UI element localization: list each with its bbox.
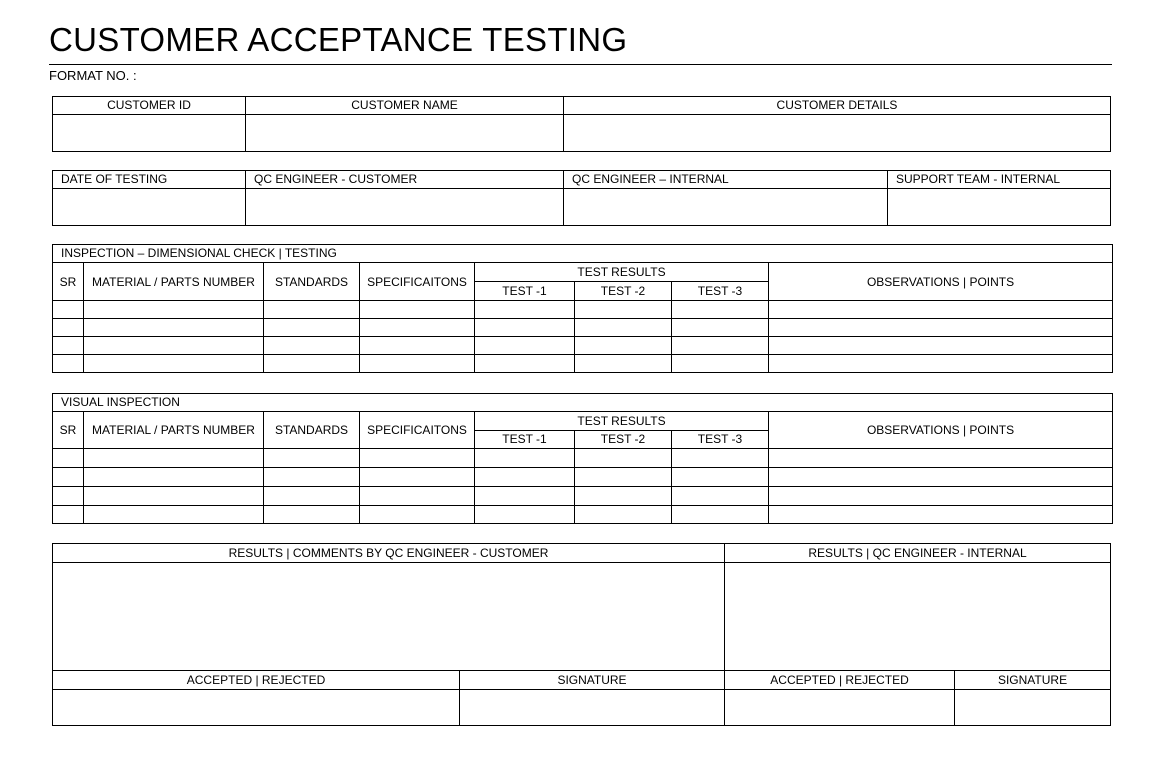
table-cell[interactable] — [475, 355, 575, 373]
table-cell[interactable] — [672, 487, 769, 506]
inspection-section-title: INSPECTION – DIMENSIONAL CHECK | TESTING — [53, 245, 1113, 263]
test-1-header: TEST -1 — [475, 282, 575, 301]
table-cell[interactable] — [360, 301, 475, 319]
table-cell[interactable] — [360, 319, 475, 337]
customer-name-header: CUSTOMER NAME — [246, 97, 564, 115]
qc-engineer-customer-header: QC ENGINEER - CUSTOMER — [246, 171, 564, 189]
date-of-testing-header: DATE OF TESTING — [53, 171, 246, 189]
table-cell[interactable] — [575, 506, 672, 524]
table-cell[interactable] — [475, 337, 575, 355]
table-cell[interactable] — [84, 487, 264, 506]
table-cell[interactable] — [53, 506, 84, 524]
support-team-internal-header: SUPPORT TEAM - INTERNAL — [888, 171, 1111, 189]
customer-comments-field[interactable] — [53, 563, 725, 671]
observations-points-header: OBSERVATIONS | POINTS — [769, 263, 1113, 301]
results-internal-header: RESULTS | QC ENGINEER - INTERNAL — [725, 544, 1111, 563]
table-cell[interactable] — [575, 337, 672, 355]
customer-id-header: CUSTOMER ID — [53, 97, 246, 115]
table-cell[interactable] — [53, 449, 84, 468]
table-cell[interactable] — [264, 301, 360, 319]
internal-results-field[interactable] — [725, 563, 1111, 671]
table-cell[interactable] — [264, 319, 360, 337]
test-2-header: TEST -2 — [575, 282, 672, 301]
table-cell[interactable] — [575, 468, 672, 487]
table-cell[interactable] — [53, 319, 84, 337]
observations-points-header: OBSERVATIONS | POINTS — [769, 412, 1113, 449]
customer-details-field[interactable] — [564, 115, 1111, 152]
customer-id-field[interactable] — [53, 115, 246, 152]
test-3-header: TEST -3 — [672, 282, 769, 301]
sr-header: SR — [53, 263, 84, 301]
table-cell[interactable] — [360, 506, 475, 524]
table-cell[interactable] — [264, 506, 360, 524]
table-cell[interactable] — [84, 449, 264, 468]
table-cell[interactable] — [360, 337, 475, 355]
table-cell[interactable] — [672, 319, 769, 337]
results-customer-header: RESULTS | COMMENTS BY QC ENGINEER - CUSTOMER — [53, 544, 725, 563]
qc-engineer-customer-field[interactable] — [246, 189, 564, 226]
customer-accepted-rejected-header: ACCEPTED | REJECTED — [53, 671, 460, 690]
table-cell[interactable] — [84, 337, 264, 355]
format-number-label: FORMAT NO. : — [49, 68, 137, 83]
table-cell[interactable] — [360, 355, 475, 373]
table-row — [53, 355, 1113, 373]
table-cell[interactable] — [264, 487, 360, 506]
table-cell[interactable] — [360, 487, 475, 506]
qc-engineer-internal-field[interactable] — [564, 189, 888, 226]
table-cell[interactable] — [264, 468, 360, 487]
visual-inspection-table — [52, 393, 1113, 524]
table-cell[interactable] — [53, 468, 84, 487]
table-row — [53, 319, 1113, 337]
material-parts-number-header: MATERIAL / PARTS NUMBER — [84, 412, 264, 449]
customer-details-header: CUSTOMER DETAILS — [564, 97, 1111, 115]
table-cell[interactable] — [53, 355, 84, 373]
table-cell[interactable] — [84, 301, 264, 319]
internal-signature-field[interactable] — [955, 690, 1111, 726]
table-cell[interactable] — [475, 301, 575, 319]
table-cell[interactable] — [769, 506, 1113, 524]
visual-inspection-section-title: VISUAL INSPECTION — [53, 394, 1113, 412]
standards-header: STANDARDS — [264, 263, 360, 301]
table-cell[interactable] — [769, 449, 1113, 468]
standards-header: STANDARDS — [264, 412, 360, 449]
table-cell[interactable] — [575, 355, 672, 373]
table-row — [53, 487, 1113, 506]
table-cell[interactable] — [475, 487, 575, 506]
internal-signature-header: SIGNATURE — [955, 671, 1111, 690]
table-cell[interactable] — [769, 487, 1113, 506]
table-cell[interactable] — [769, 319, 1113, 337]
customer-signature-header: SIGNATURE — [460, 671, 725, 690]
table-cell[interactable] — [475, 449, 575, 468]
customer-name-field[interactable] — [246, 115, 564, 152]
specifications-header: SPECIFICAITONS — [360, 263, 475, 301]
table-row — [53, 301, 1113, 319]
support-team-internal-field[interactable] — [888, 189, 1111, 226]
table-cell[interactable] — [264, 337, 360, 355]
table-cell[interactable] — [769, 301, 1113, 319]
table-row — [53, 337, 1113, 355]
customer-signature-field[interactable] — [460, 690, 725, 726]
table-cell[interactable] — [575, 449, 672, 468]
table-cell[interactable] — [84, 506, 264, 524]
testing-info-table — [52, 170, 1111, 226]
page-title: CUSTOMER ACCEPTANCE TESTING — [49, 21, 628, 58]
table-cell[interactable] — [672, 355, 769, 373]
test-1-header: TEST -1 — [475, 431, 575, 449]
sr-header: SR — [53, 412, 84, 449]
table-cell[interactable] — [84, 319, 264, 337]
table-cell[interactable] — [575, 487, 672, 506]
table-cell[interactable] — [672, 301, 769, 319]
material-parts-number-header: MATERIAL / PARTS NUMBER — [84, 263, 264, 301]
table-cell[interactable] — [84, 355, 264, 373]
table-row — [53, 449, 1113, 468]
customer-table — [52, 96, 1111, 152]
table-cell[interactable] — [769, 468, 1113, 487]
table-cell[interactable] — [475, 319, 575, 337]
table-cell[interactable] — [475, 468, 575, 487]
table-cell[interactable] — [264, 355, 360, 373]
inspection-table — [52, 244, 1113, 373]
results-table — [52, 543, 1111, 726]
specifications-header: SPECIFICAITONS — [360, 412, 475, 449]
table-cell[interactable] — [53, 301, 84, 319]
customer-accepted-rejected-field[interactable] — [53, 690, 460, 726]
table-cell[interactable] — [575, 301, 672, 319]
title-underline — [49, 64, 1112, 65]
table-cell[interactable] — [360, 468, 475, 487]
table-cell[interactable] — [769, 355, 1113, 373]
table-cell[interactable] — [84, 468, 264, 487]
table-cell[interactable] — [672, 468, 769, 487]
table-cell[interactable] — [475, 506, 575, 524]
test-3-header: TEST -3 — [672, 431, 769, 449]
qc-engineer-internal-header: QC ENGINEER – INTERNAL — [564, 171, 888, 189]
table-cell[interactable] — [53, 487, 84, 506]
table-cell[interactable] — [53, 337, 84, 355]
internal-accepted-rejected-header: ACCEPTED | REJECTED — [725, 671, 955, 690]
table-cell[interactable] — [575, 319, 672, 337]
internal-accepted-rejected-field[interactable] — [725, 690, 955, 726]
table-cell[interactable] — [264, 449, 360, 468]
table-cell[interactable] — [360, 449, 475, 468]
test-results-header: TEST RESULTS — [475, 412, 769, 431]
table-cell[interactable] — [769, 337, 1113, 355]
test-2-header: TEST -2 — [575, 431, 672, 449]
table-row — [53, 468, 1113, 487]
table-cell[interactable] — [672, 337, 769, 355]
table-cell[interactable] — [672, 506, 769, 524]
table-cell[interactable] — [672, 449, 769, 468]
date-of-testing-field[interactable] — [53, 189, 246, 226]
table-row — [53, 506, 1113, 524]
test-results-header: TEST RESULTS — [475, 263, 769, 282]
